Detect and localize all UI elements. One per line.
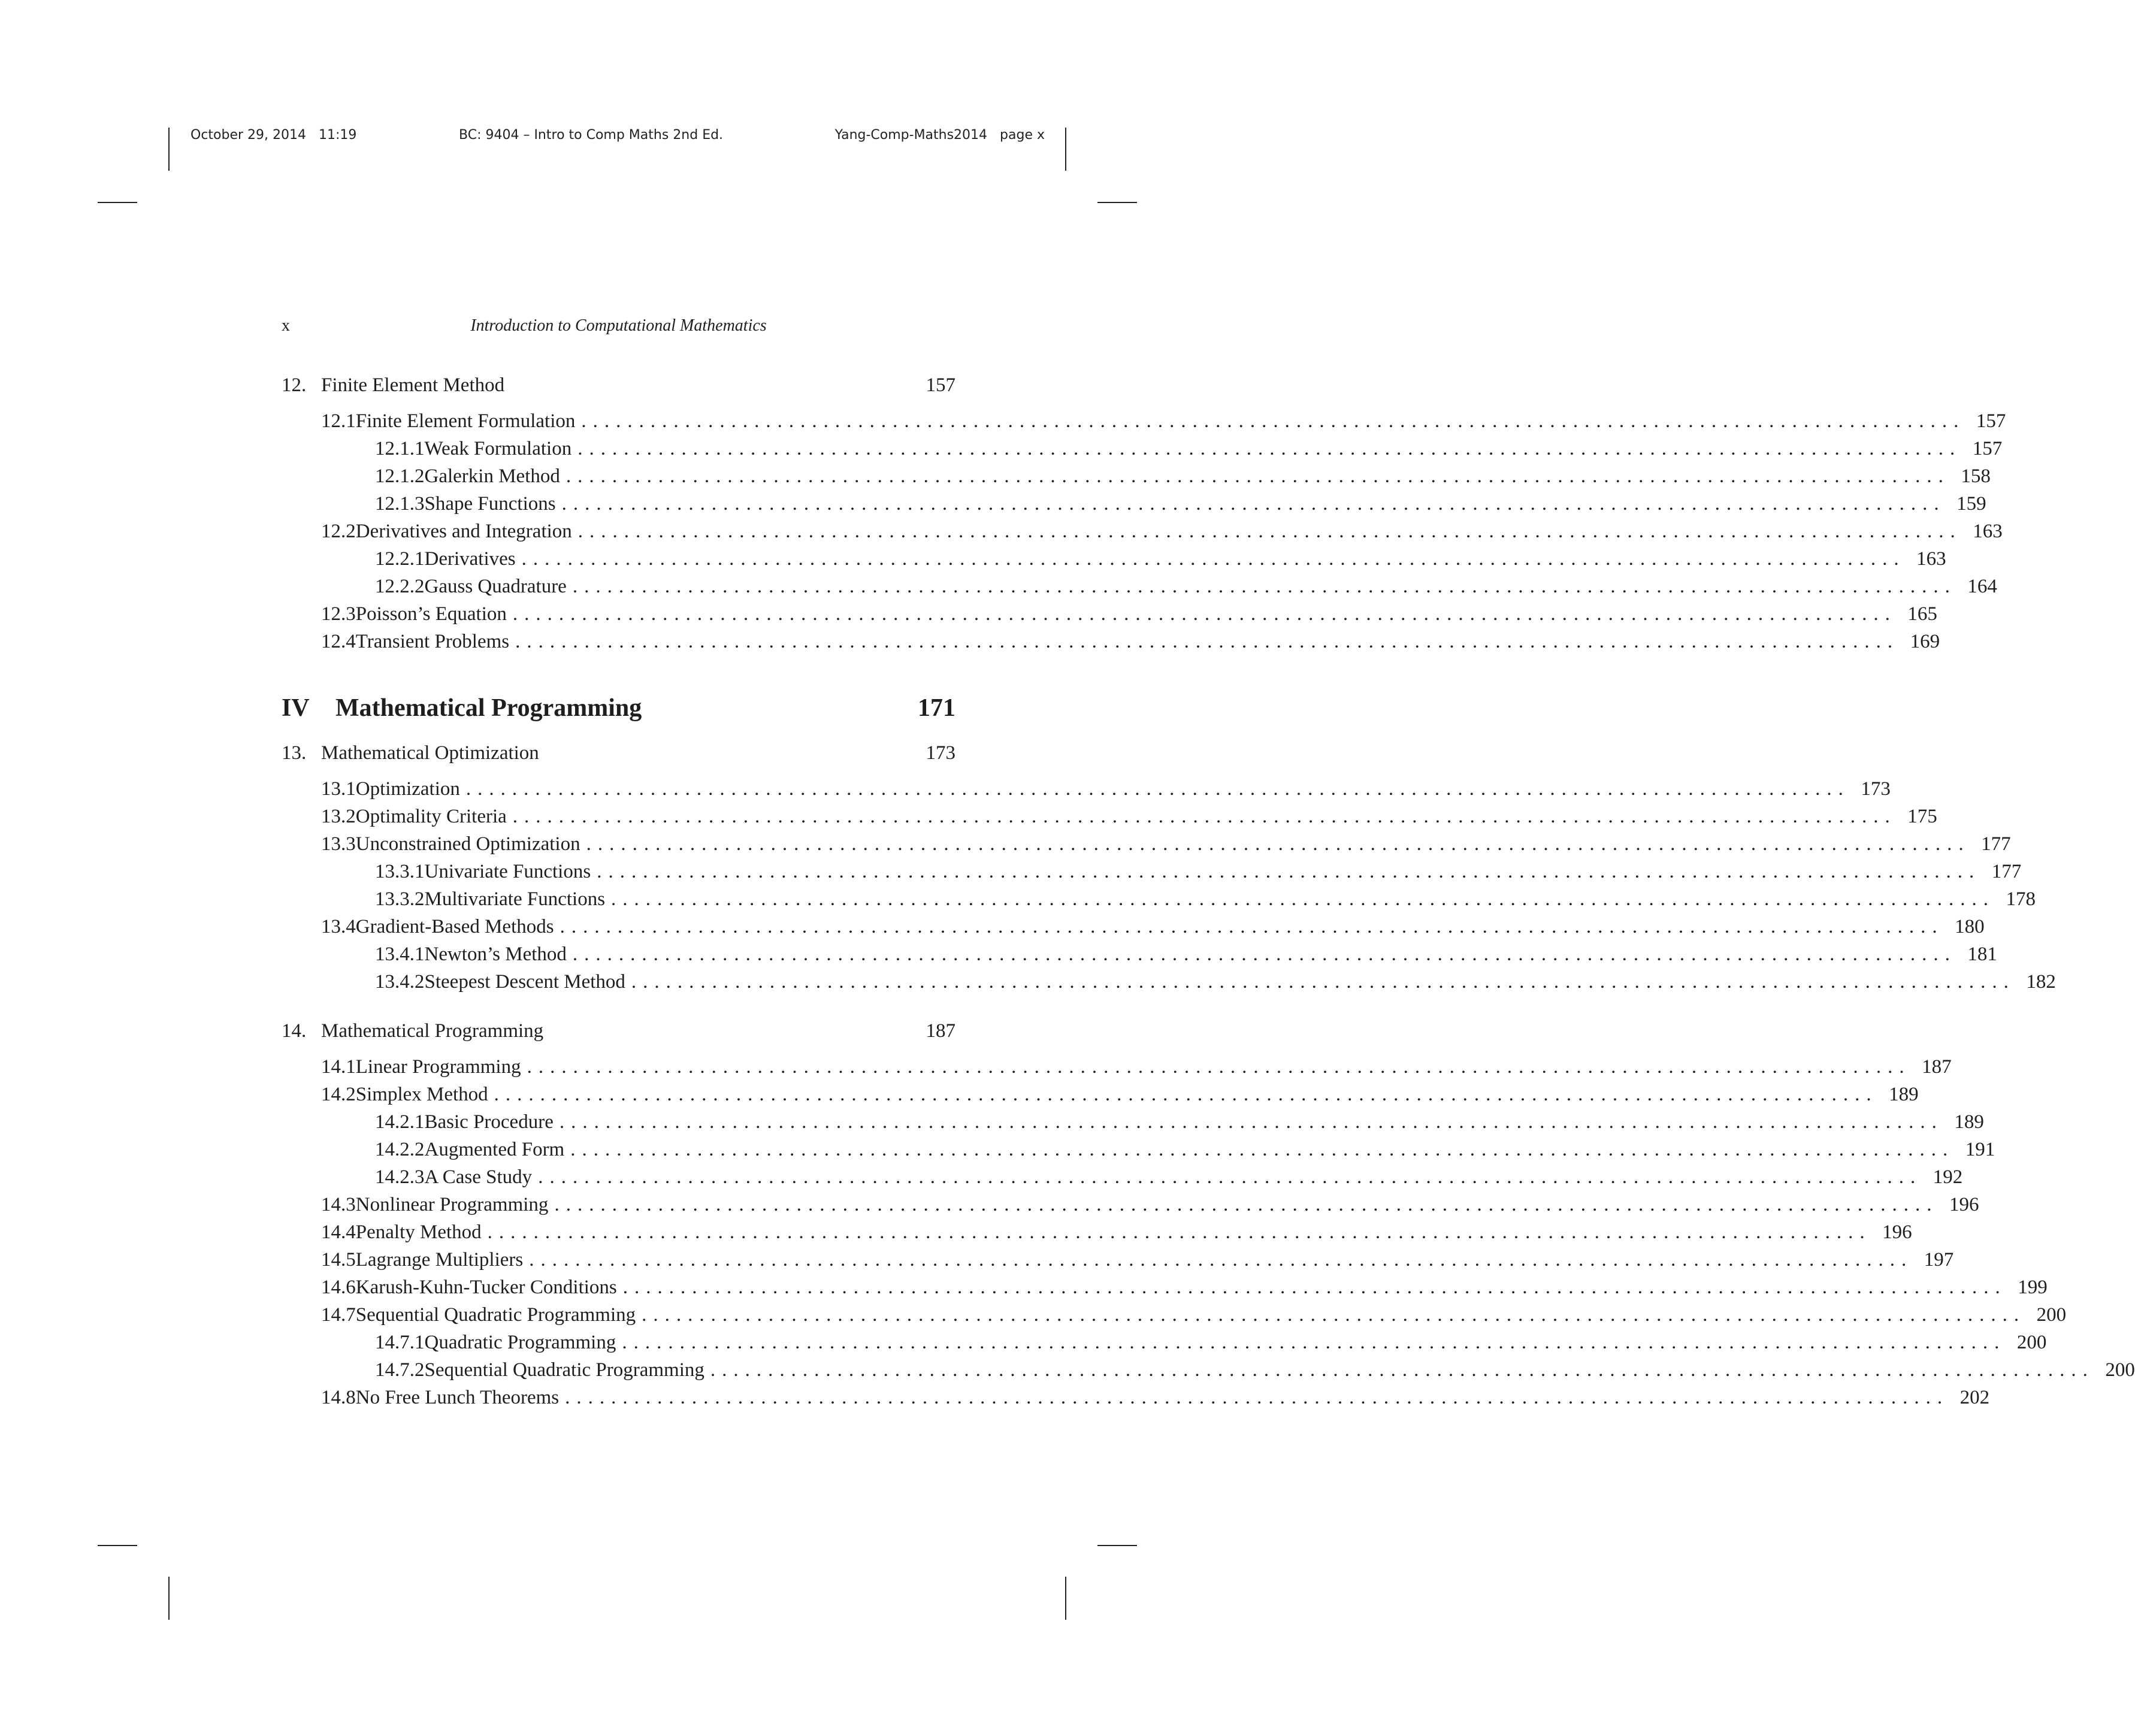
slug-book-code: BC: 9404 – Intro to Comp Maths 2nd Ed. [459,128,724,143]
toc-entry-title: Univariate Functions [424,861,591,882]
toc-entry-number: 12. [282,374,307,396]
toc-entry-number: 13.2 [321,806,356,827]
toc-entry-subsection[interactable] [282,885,2036,913]
toc-entry-chapter[interactable] [282,739,955,767]
toc-entry-number: 13.4.2 [375,971,425,993]
crop-mark-top-left-horizontal [98,202,137,203]
toc-entry-section[interactable] [282,1384,1990,1411]
toc-entry-section[interactable] [282,600,1937,628]
toc-entry-title: A Case Study [424,1166,533,1188]
toc-entry-number: 12.1.2 [375,465,425,487]
toc-entry-title: Nonlinear Programming [355,1194,549,1215]
toc-entry-part[interactable] [282,690,955,726]
crop-mark-bottom-right [1065,1577,1066,1620]
toc-entry-page: 189 [1889,1084,1919,1105]
toc-entry-page: 180 [1955,916,1985,937]
toc-entry-page: 196 [1949,1194,1979,1215]
toc-entry-title: Steepest Descent Method [424,971,625,993]
toc-entry-page: 157 [926,374,955,396]
toc-entry-number: 13.4.1 [375,943,425,965]
toc-entry-page: 196 [1882,1221,1912,1243]
toc-entry-title: Optimization [355,778,460,800]
toc-entry-section[interactable] [282,1274,2048,1301]
toc-entry-number: 14.8 [321,1387,356,1408]
crop-mark-bottom-left-horizontal [98,1545,137,1546]
toc-entry-page: 159 [1956,493,1986,515]
toc-entry-page: 165 [1907,603,1937,625]
toc-entry-title: Newton’s Method [424,943,567,965]
toc-entry-title: Shape Functions [424,493,556,515]
toc-entry-title: Galerkin Method [424,465,560,487]
toc-entry-title: Linear Programming [355,1056,521,1078]
dot-leader: ........................................................................................................................ [565,1387,1949,1408]
table-of-contents [282,371,2135,1411]
toc-entry-page: 158 [1961,465,1991,487]
crop-mark-bottom-left [168,1577,170,1620]
toc-entry-title: Augmented Form [424,1139,565,1160]
toc-entry-number: 12.3 [321,603,356,625]
dot-leader: ........................................................................................................................ [572,576,1956,597]
dot-leader: ........................................................................................................................ [465,778,1850,800]
dot-leader: ........................................................................................................................ [586,833,1970,855]
toc-entry-section[interactable] [282,1301,2067,1329]
toc-entry-title: Quadratic Programming [424,1332,616,1353]
toc-entry-title: Gauss Quadrature [424,576,567,597]
toc-entry-subsection[interactable] [282,490,1986,518]
toc-entry-number: 14.2.1 [375,1111,425,1133]
toc-entry-page: 187 [1922,1056,1952,1078]
toc-entry-subsection[interactable] [282,435,2003,462]
dot-leader: ........................................................................................................................ [560,916,1944,937]
toc-entry-section[interactable] [282,518,2003,545]
toc-entry-subsection[interactable] [282,1108,1984,1136]
toc-entry-page: 171 [918,694,955,722]
toc-entry-page: 173 [1861,778,1891,800]
toc-entry-title: Weak Formulation [424,438,572,459]
toc-entry-section[interactable] [282,830,2011,858]
dot-leader: ........................................................................................................................ [581,410,1965,432]
toc-entry-page: 173 [926,742,955,764]
toc-entry-number: 14.7.1 [375,1332,425,1353]
toc-entry-number: 14. [282,1020,307,1042]
toc-entry-section[interactable] [282,1191,1979,1218]
toc-entry-number: IV [282,694,310,722]
toc-entry-page: 178 [2006,888,2036,910]
dot-leader: ........................................................................................................................ [710,1359,2094,1381]
toc-entry-title: Transient Problems [355,631,510,652]
toc-entry-page: 187 [926,1020,955,1042]
dot-leader: ........................................................................................................................ [561,493,1946,515]
dot-leader: ........................................................................................................................ [512,603,1897,625]
toc-entry-title: Optimality Criteria [355,806,507,827]
toc-entry-number: 14.7 [321,1304,356,1326]
toc-entry-number: 12.4 [321,631,356,652]
toc-entry-subsection[interactable] [282,462,1991,490]
running-head [282,316,955,340]
dot-leader: ........................................................................................................................ [572,943,1956,965]
dot-leader: ........................................................................................................................ [559,1111,1943,1133]
dot-leader: ........................................................................................................................ [538,1166,1922,1188]
dot-leader: ........................................................................................................................ [527,1056,1911,1078]
toc-entry-title: Finite Element Formulation [355,410,576,432]
toc-entry-title: Finite Element Method [321,374,505,396]
toc-entry-title: Derivatives and Integration [355,521,572,542]
dot-leader: ........................................................................................................................ [565,465,1950,487]
dot-leader: ........................................................................................................................ [642,1304,2026,1326]
toc-entry-title: Sequential Quadratic Programming [355,1304,636,1326]
toc-entry-page: 182 [2026,971,2056,993]
toc-entry-subsection[interactable] [282,940,1997,968]
toc-entry-chapter[interactable] [282,1017,955,1045]
toc-entry-page: 191 [1965,1139,1995,1160]
toc-entry-page: 157 [1976,410,2006,432]
toc-entry-number: 12.2.2 [375,576,425,597]
toc-entry-title: Multivariate Functions [424,888,606,910]
toc-entry-number: 12.1.3 [375,493,425,515]
toc-entry-number: 14.3 [321,1194,356,1215]
dot-leader: ........................................................................................................................ [521,548,1906,570]
toc-entry-title: Mathematical Programming [321,1020,544,1042]
toc-entry-subsection[interactable] [282,1136,1995,1163]
toc-entry-page: 177 [1991,861,2022,882]
toc-entry-number: 14.2.2 [375,1139,425,1160]
toc-entry-page: 175 [1907,806,1937,827]
toc-entry-number: 12.2.1 [375,548,425,570]
book-title: Introduction to Computational Mathematics [470,316,767,335]
toc-entry-title: Unconstrained Optimization [355,833,580,855]
dot-leader: ........................................................................................................................ [529,1249,1913,1271]
toc-entry-section[interactable] [282,628,1940,655]
toc-entry-number: 12.2 [321,521,356,542]
slug-date-time: October 29, 2014 11:19 [190,128,357,143]
toc-entry-subsection[interactable] [282,858,2022,885]
toc-entry-title: Karush-Kuhn-Tucker Conditions [355,1277,617,1298]
crop-mark-top-right [1065,128,1066,171]
toc-entry-number: 12.1.1 [375,438,425,459]
page-number: x [282,316,290,335]
toc-entry-title: Lagrange Multipliers [355,1249,524,1271]
toc-entry-number: 12.1 [321,410,356,432]
dot-leader: ........................................................................................................................ [494,1084,1878,1105]
toc-entry-section[interactable] [282,775,1891,803]
toc-entry-section[interactable] [282,1246,1954,1274]
toc-entry-page: 199 [2018,1277,2048,1298]
toc-entry-number: 13.3 [321,833,356,855]
toc-entry-section[interactable] [282,407,2006,435]
dot-leader: ........................................................................................................................ [487,1221,1871,1243]
toc-entry-title: Poisson’s Equation [355,603,507,625]
dot-leader: ........................................................................................................................ [622,1277,2007,1298]
toc-entry-number: 13.4 [321,916,356,937]
toc-entry-number: 14.7.2 [375,1359,425,1381]
toc-entry-number: 13.3.1 [375,861,425,882]
toc-entry-page: 200 [2036,1304,2067,1326]
toc-entry-number: 14.6 [321,1277,356,1298]
dot-leader: ........................................................................................................................ [577,438,1962,459]
toc-entry-page: 197 [1924,1249,1954,1271]
toc-entry-number: 14.2.3 [375,1166,425,1188]
toc-entry-page: 169 [1910,631,1940,652]
toc-entry-title: Derivatives [424,548,516,570]
toc-entry-subsection[interactable] [282,968,2056,996]
toc-entry-title: Penalty Method [355,1221,482,1243]
toc-entry-title: No Free Lunch Theorems [355,1387,560,1408]
toc-entry-title: Mathematical Optimization [321,742,539,764]
toc-entry-title: Simplex Method [355,1084,488,1105]
toc-entry-page: 200 [2105,1359,2135,1381]
toc-entry-number: 14.2 [321,1084,356,1105]
toc-entry-page: 181 [1967,943,1997,965]
toc-entry-section[interactable] [282,913,1985,940]
crop-mark-top-left [168,128,170,171]
dot-leader: ........................................................................................................................ [597,861,1981,882]
crop-mark-top-right-horizontal [1097,202,1137,203]
dot-leader: ........................................................................................................................ [570,1139,1955,1160]
toc-entry-number: 13. [282,742,307,764]
toc-entry-page: 200 [2016,1332,2047,1353]
toc-entry-section[interactable] [282,1081,1919,1108]
toc-entry-subsection[interactable] [282,1163,1963,1191]
toc-entry-section[interactable] [282,1053,1952,1081]
dot-leader: ........................................................................................................................ [554,1194,1939,1215]
toc-entry-page: 177 [1981,833,2011,855]
toc-entry-number: 14.1 [321,1056,356,1078]
toc-entry-page: 202 [1959,1387,1990,1408]
toc-entry-page: 192 [1933,1166,1963,1188]
dot-leader: ........................................................................................................................ [577,521,1962,542]
toc-entry-page: 189 [1954,1111,1984,1133]
toc-entry-subsection[interactable] [282,573,1997,600]
toc-entry-number: 13.3.2 [375,888,425,910]
toc-entry-section[interactable] [282,1218,1912,1246]
toc-entry-title: Gradient-Based Methods [355,916,554,937]
toc-entry-page: 163 [1916,548,1946,570]
dot-leader: ........................................................................................................................ [611,888,1995,910]
toc-entry-subsection[interactable] [282,545,1946,573]
toc-entry-number: 14.4 [321,1221,356,1243]
toc-entry-section[interactable] [282,803,1937,830]
toc-entry-page: 157 [1972,438,2003,459]
dot-leader: ........................................................................................................................ [512,806,1897,827]
toc-entry-subsection[interactable] [282,1329,2047,1356]
toc-entry-page: 163 [1973,521,2003,542]
dot-leader: ........................................................................................................................ [622,1332,2006,1353]
toc-entry-title: Sequential Quadratic Programming [424,1359,704,1381]
dot-leader: ........................................................................................................................ [515,631,1900,652]
toc-entry-title: Basic Procedure [424,1111,554,1133]
toc-entry-title: Mathematical Programming [335,694,642,722]
toc-entry-number: 13.1 [321,778,356,800]
toc-entry-page: 164 [1967,576,1997,597]
toc-entry-chapter[interactable] [282,371,955,399]
dot-leader: ........................................................................................................................ [631,971,2015,993]
crop-mark-bottom-right-horizontal [1097,1545,1137,1546]
toc-entry-number: 14.5 [321,1249,356,1271]
slug-file-page: Yang-Comp-Maths2014 page x [834,128,1045,143]
toc-entry-subsection[interactable] [282,1356,2135,1384]
